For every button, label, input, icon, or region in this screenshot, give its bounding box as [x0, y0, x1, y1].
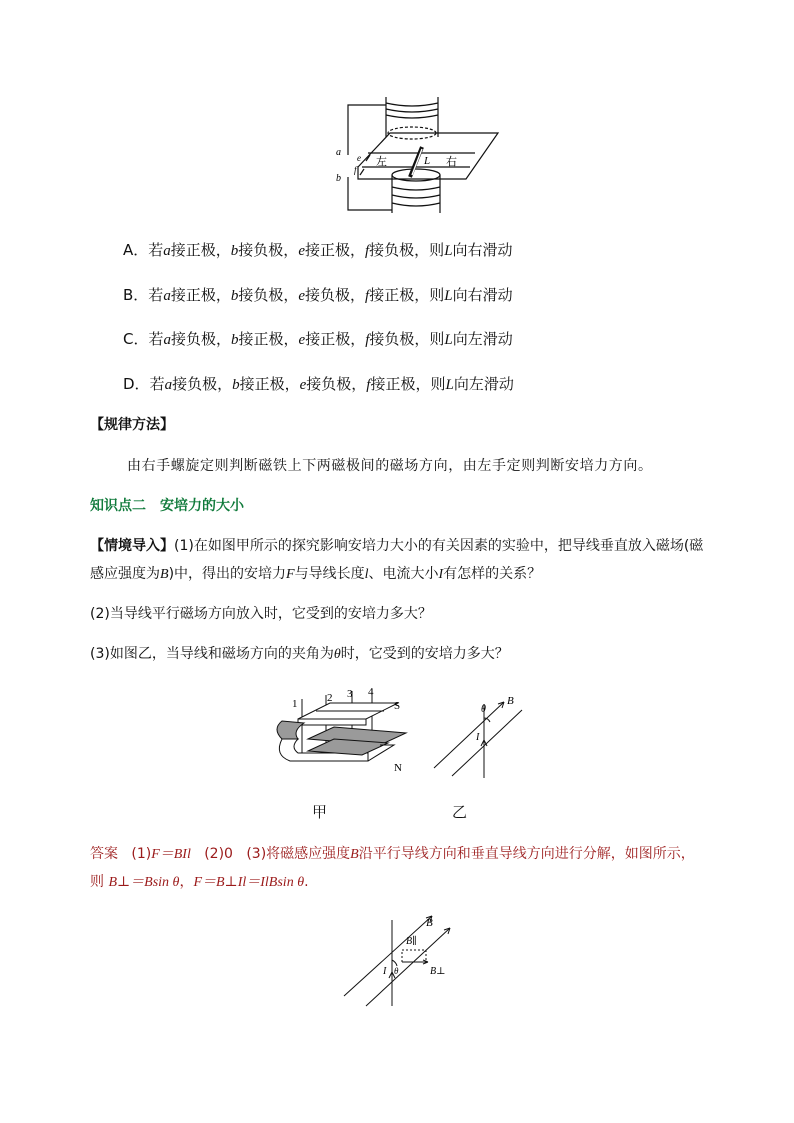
wire-number-2: 2 [327, 692, 333, 704]
pole-n: N [394, 762, 402, 774]
label-b: b [336, 173, 341, 184]
wire-angle-figure [428, 690, 528, 780]
intro-q2: (2)当导线平行磁场方向放入时，它受到的安培力多大？ [90, 606, 432, 622]
decomposition-figure [340, 910, 470, 1010]
label-left: 左 [376, 156, 387, 168]
wire-number-1: 1 [292, 698, 298, 710]
label-I: I [383, 966, 387, 977]
wire-number-4: 4 [368, 686, 374, 698]
intro-q1-line2: 感应强度为B)中，得出的安培力F与导线长度l、电流大小I有怎样的关系？ [90, 566, 542, 582]
option-c: C．若a接负极，b接正极，e接正极，f接负极，则L向左滑动 [123, 330, 513, 348]
option-d: D．若a接负极，b接正极，e接负极，f接正极，则L向左滑动 [123, 375, 514, 393]
option-b: B．若a接正极，b接负极，e接负极，f接正极，则L向右滑动 [123, 286, 513, 304]
label-f: f [354, 165, 357, 175]
label-right: 右 [446, 156, 457, 168]
label-theta: θ [394, 966, 399, 976]
label-B-parallel: B∥ [406, 936, 417, 947]
label-a: a [336, 147, 341, 158]
label-B: B [507, 695, 514, 707]
intro-q1-line1: 【情境导入】(1)在如图甲所示的探究影响安培力大小的有关因素的实验中，把导线垂直放入磁场(磁 [90, 538, 704, 554]
magnet-experiment-figure [268, 683, 418, 783]
answer-line2: 则 B⊥＝Bsin θ，F＝B⊥Il＝IlBsin θ. [90, 874, 309, 890]
caption-yi: 乙 [452, 803, 468, 821]
label-theta: θ [481, 704, 486, 715]
answer-line1: 答案 (1)F＝BIl (2)0 (3)将磁感应强度B沿平行导线方向和垂直导线方向进行分解，如图所示， [90, 846, 695, 862]
label-B: B [426, 917, 433, 929]
section-title: 知识点二 安培力的大小 [90, 498, 244, 514]
solenoid-rails-figure [330, 95, 500, 220]
label-I: I [476, 732, 480, 743]
intro-q3: (3)如图乙，当导线和磁场方向的夹角为θ时，它受到的安培力多大？ [90, 646, 509, 662]
label-B-perp: B⊥ [430, 966, 446, 977]
method-text: 由右手螺旋定则判断磁铁上下两磁极间的磁场方向，由左手定则判断安培力方向。 [127, 458, 653, 474]
caption-jia: 甲 [312, 803, 328, 821]
label-e: e [357, 153, 361, 163]
option-a: A．若a接正极，b接负极，e接正极，f接负极，则L向右滑动 [123, 241, 513, 259]
method-heading: 【规律方法】 [90, 417, 174, 433]
pole-s: S [394, 700, 401, 712]
label-L: L [424, 155, 431, 167]
wire-number-3: 3 [347, 688, 353, 700]
